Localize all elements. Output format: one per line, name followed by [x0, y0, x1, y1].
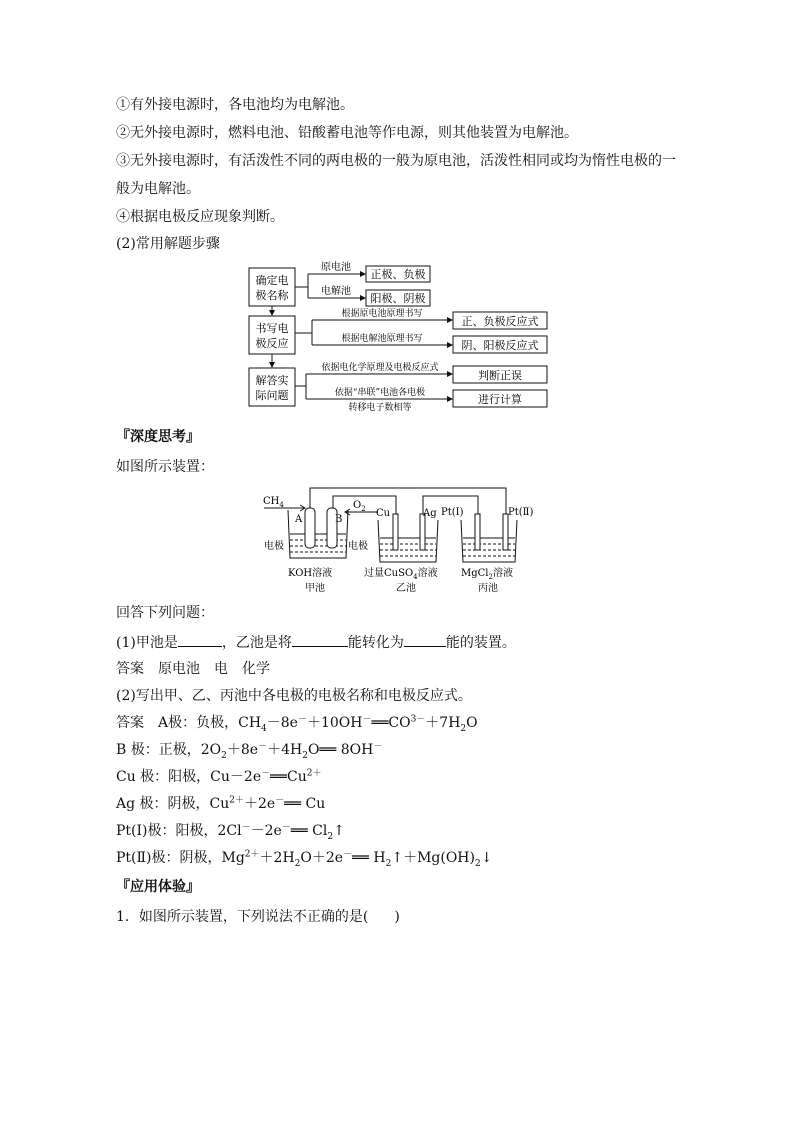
- arrow6-label-top: 依据“串联”电池各电极: [334, 388, 426, 398]
- question-1: (1)甲池是 ，乙池是将 能转化为 能的装置。: [116, 632, 516, 652]
- deep-thinking-intro: 如图所示装置：: [116, 459, 214, 475]
- o2-label: $O_2$: [353, 500, 366, 513]
- rule-4: ④根据电极反应现象判断。: [116, 209, 284, 225]
- answer-1: 答案 原电池 电 化学: [116, 661, 270, 677]
- answer-2-cu: Cu 极：阳极，$Cu-2e^-══Cu^{2+}$: [116, 768, 322, 785]
- deep-thinking-heading: 『深度思考』: [116, 429, 200, 445]
- blank-1: [178, 632, 222, 647]
- out3: 正、负极反应式: [461, 315, 539, 328]
- box3-line2: 际问题: [255, 389, 289, 402]
- sol2-label: 过量CuSO$_4$溶液: [364, 568, 438, 581]
- pt1-label: Pt(Ⅰ): [441, 507, 464, 518]
- out1: 正极、负极: [370, 268, 426, 281]
- label-a: A: [295, 514, 303, 525]
- ag-label: Ag: [423, 508, 437, 519]
- answer-2-b: B 极：正极，$2O_2+8e^-+4H_2O══$ 8OH－: [116, 741, 383, 761]
- electrode-left: 电极: [264, 541, 284, 552]
- out4: 阴、阳极反应式: [461, 339, 539, 352]
- arrow2-label: 电解池: [321, 286, 351, 297]
- application-question-1: 1．如图所示装置，下列说法不正确的是( ): [116, 909, 400, 925]
- sol1: KOH溶液: [288, 568, 333, 579]
- steps-title: (2)常用解题步骤: [116, 236, 220, 252]
- arrow4-label: 根据电解池原理书写: [341, 334, 423, 344]
- solving-steps-flowchart: [240, 258, 560, 416]
- electrode-right: 电极: [348, 541, 368, 552]
- cell3: 丙池: [478, 583, 498, 594]
- electrochemical-apparatus-figure: [258, 482, 558, 600]
- cu-label: Cu: [376, 508, 391, 519]
- question-2: (2)写出甲、乙、丙池中各电极的电极名称和电极反应式。: [116, 688, 472, 704]
- rule-3a: ③无外接电源时，有活泼性不同的两电极的一般为原电池，活泼性相同或均为惰性电极的一: [116, 153, 676, 169]
- answer-2-pt2: Pt(Ⅱ)极：阴极，$Mg^{2+}+2H_2O+2e^-══$ $H_2↑+Mg(OH)_2↓$: [116, 849, 493, 869]
- out5: 判断正误: [478, 369, 522, 382]
- out6: 进行计算: [478, 393, 522, 406]
- rule-3b: 般为电解池。: [116, 181, 200, 197]
- rule-2: ②无外接电源时，燃料电池、铅酸蓄电池等作电源，则其他装置为电解池。: [116, 125, 578, 141]
- arrow5-label: 依据电化学原理及电极反应式: [321, 363, 439, 373]
- blank-3: [404, 632, 446, 647]
- cell1: 甲池: [305, 583, 325, 594]
- prompt: 回答下列问题：: [116, 605, 214, 621]
- label-b: B: [335, 514, 343, 525]
- sol3-label: MgCl$_2$溶液: [461, 568, 513, 581]
- arrow6-label-bottom: 转移电子数相等: [348, 403, 412, 413]
- pt2-label: Pt(Ⅱ): [508, 507, 534, 518]
- ch4-label: $CH_4$: [263, 496, 284, 509]
- out2: 阳极、阴极: [370, 292, 426, 305]
- cell2: 乙池: [396, 583, 416, 594]
- answer-2-a: 答案 A极：负极，$CH_4-8e^-+10OH^-══CO^{3-}+7H_2O$: [116, 714, 478, 734]
- application-heading: 『应用体验』: [116, 879, 200, 895]
- rule-1: ①有外接电源时，各电池均为电解池。: [116, 97, 354, 113]
- arrow3-label: 根据原电池原理书写: [341, 309, 423, 319]
- box2-line2: 极反应: [255, 337, 289, 350]
- box1-line1: 确定电: [255, 274, 289, 287]
- answer-2-ag: Ag 极：阴极，$Cu^{2+}+2e^-══$ Cu: [116, 795, 326, 812]
- box1-line2: 极名称: [255, 289, 289, 302]
- answer-2-pt1: Pt(Ⅰ)极：阳极，2Cl－－2e－══ $Cl_2↑$: [116, 822, 345, 842]
- box2-line1: 书写电: [255, 322, 289, 335]
- arrow1-label: 原电池: [321, 262, 351, 273]
- box3-line1: 解答实: [255, 374, 289, 387]
- blank-2: [292, 632, 348, 647]
